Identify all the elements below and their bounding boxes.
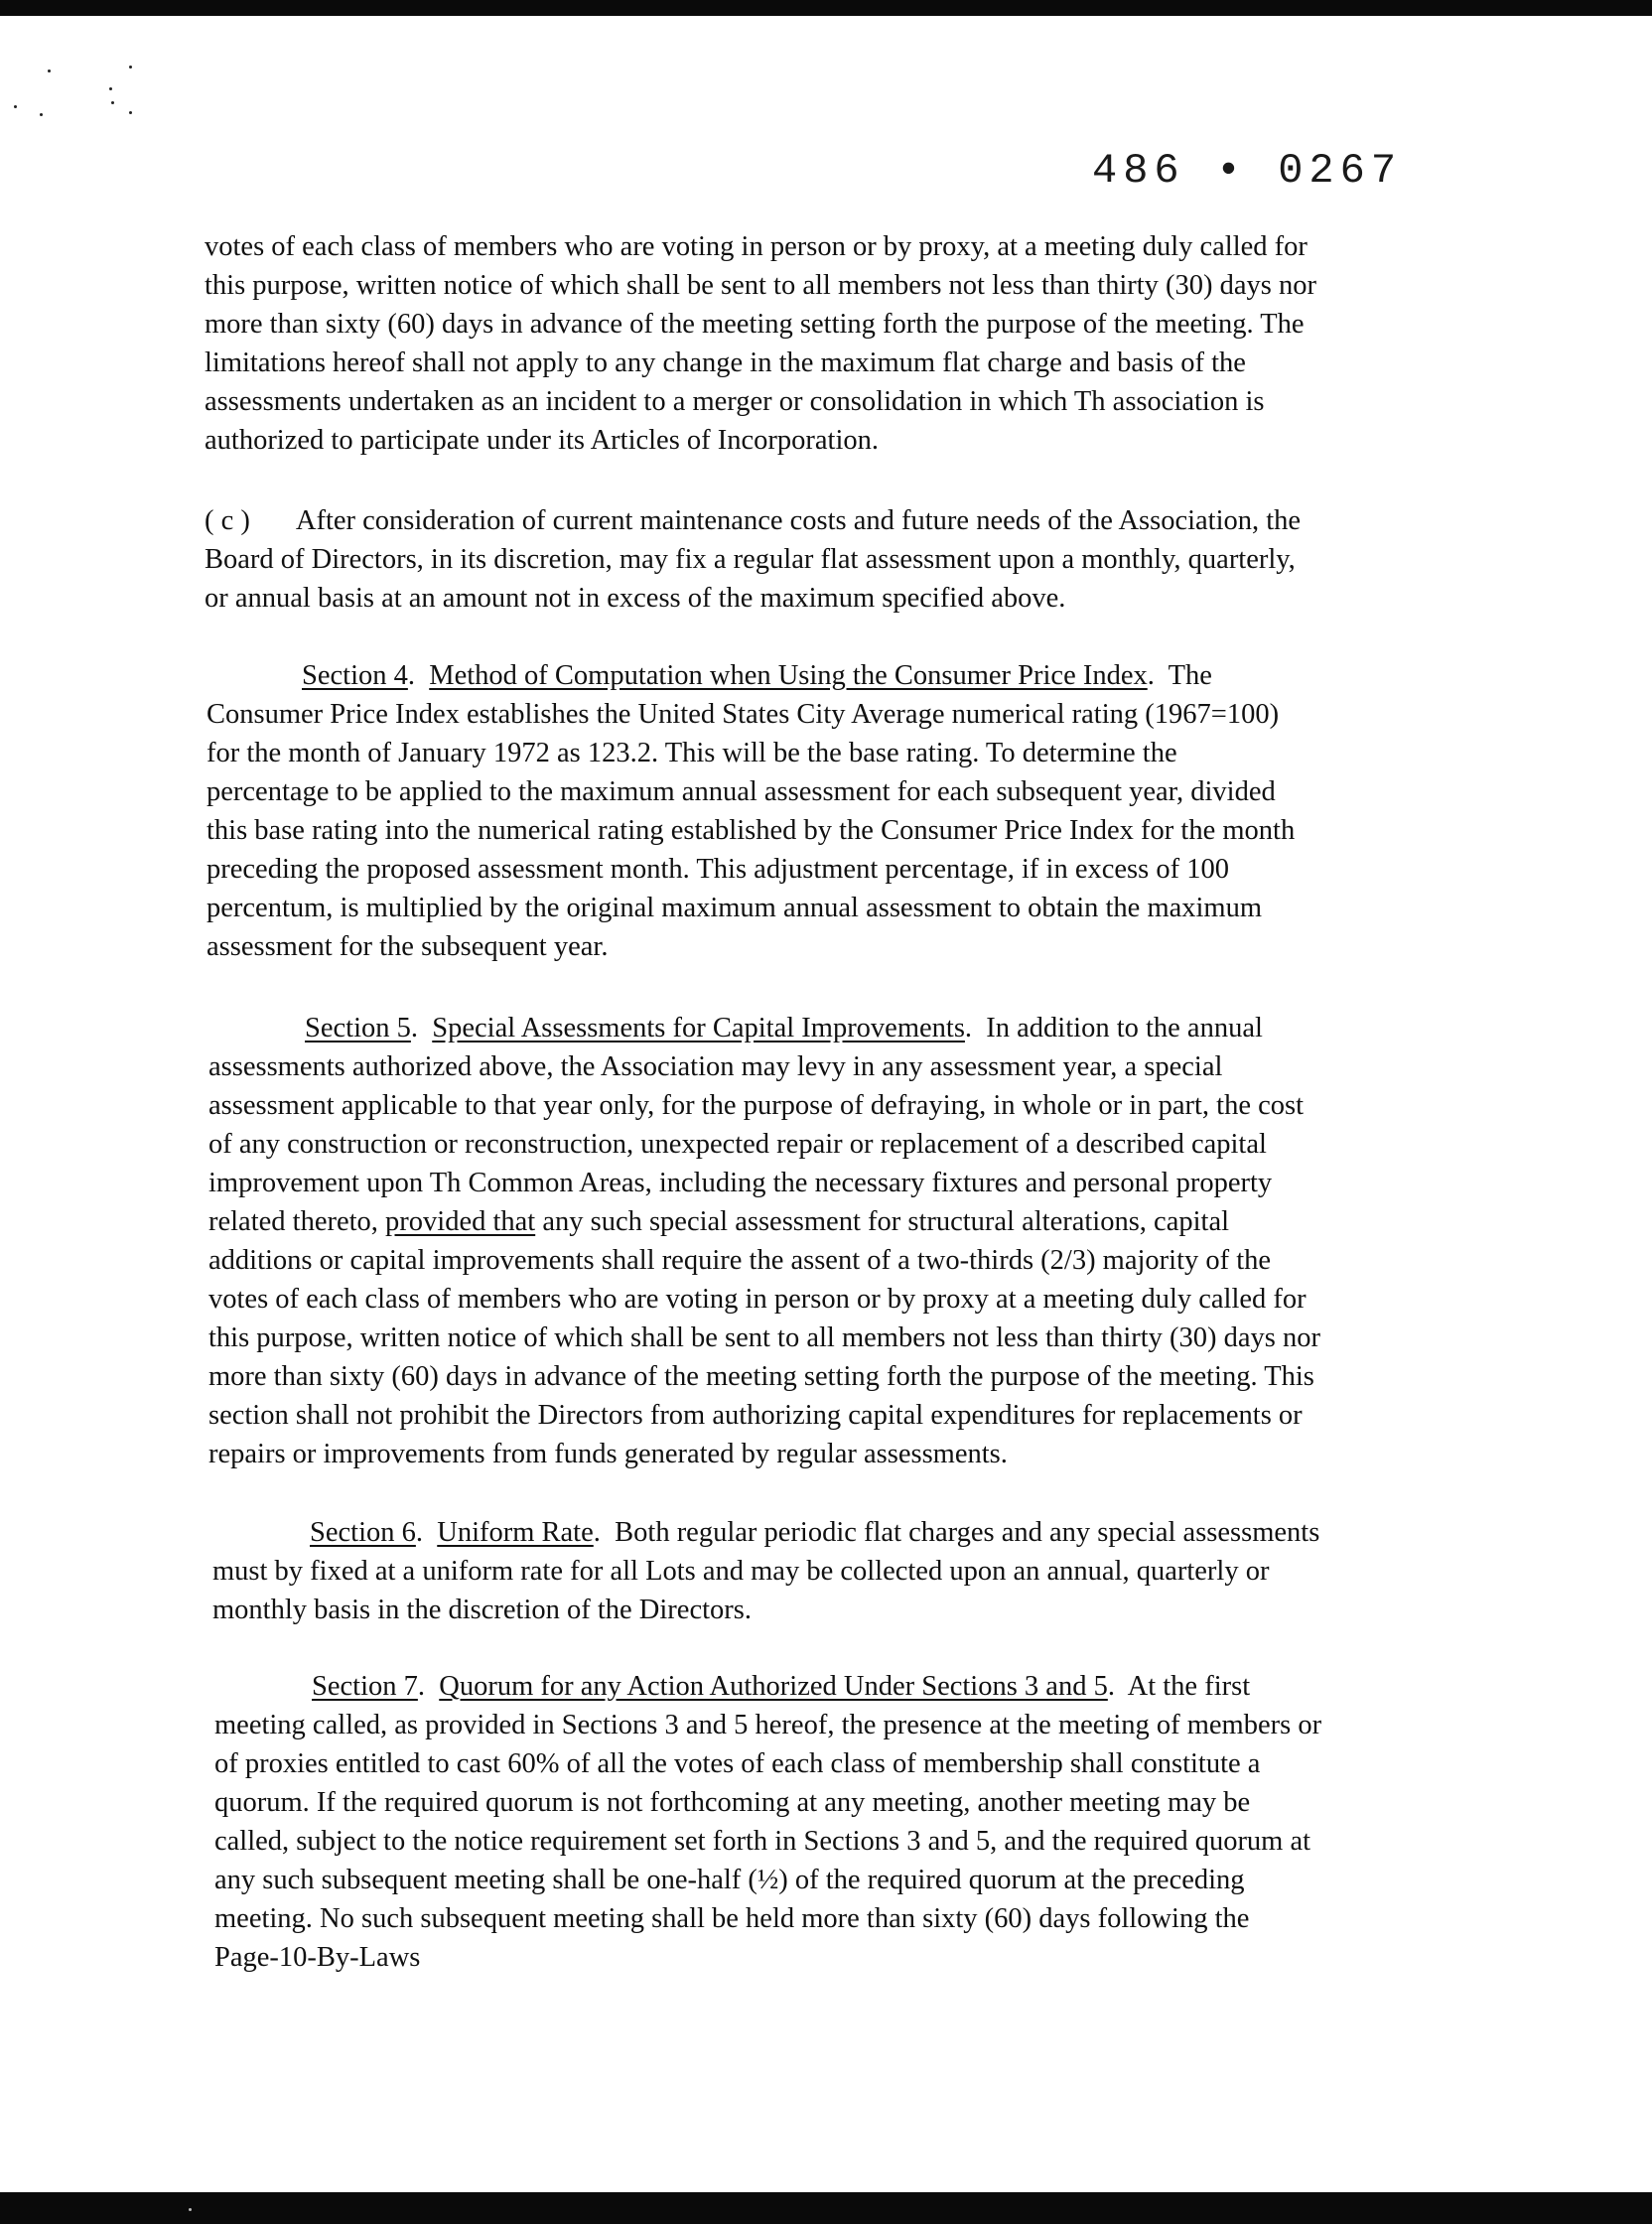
page-number: 486 • 0267 <box>1092 147 1403 195</box>
text-line: assessments authorized above, the Association may levy in any assessment year, a special <box>208 1051 1223 1082</box>
text-line: more than sixty (60) days in advance of the meeting setting forth the purpose of the meeting. This <box>208 1361 1314 1392</box>
text-line <box>208 1202 1320 1241</box>
text-line: monthly basis in the discretion of the Directors. <box>212 1595 752 1625</box>
text-line: preceding the proposed assessment month. This adjustment percentage, if in excess of 100 <box>206 854 1229 885</box>
scan-speck <box>40 113 43 116</box>
section-heading-line: Section 4. Method of Computation when Using the Consumer Price Index. The <box>302 660 1212 691</box>
text-line: limitations hereof shall not apply to any change in the maximum flat charge and basis of the <box>205 348 1246 378</box>
clause-text: After consideration of current maintenance costs and future needs of the Association, the <box>295 505 1302 536</box>
text-line: called, subject to the notice requirement set forth in Sections 3 and 5, and the required quorum at <box>214 1826 1311 1857</box>
section-title: Method of Computation when Using the Consumer Price Index <box>429 660 1148 691</box>
text-line: meeting called, as provided in Sections 3 and 5 hereof, the presence at the meeting of members or <box>214 1710 1322 1740</box>
section-title: Special Assessments for Capital Improvements <box>432 1013 965 1043</box>
scan-speck <box>109 87 112 90</box>
section-number: Section 5 <box>305 1013 411 1043</box>
scan-speck <box>14 105 17 108</box>
scan-border-bottom <box>0 2192 1652 2224</box>
scan-speck <box>48 70 51 72</box>
text-line: meeting. No such subsequent meeting shall be held more than sixty (60) days following the <box>214 1903 1250 1934</box>
underlined-phrase: provided that <box>385 1206 536 1237</box>
section-title: Quorum for any Action Authorized Under Sections 3 and 5 <box>439 1671 1108 1702</box>
text-line: Consumer Price Index establishes the United States City Average numerical rating (1967=100) <box>206 699 1280 730</box>
section-heading-line: Section 6. Uniform Rate. Both regular periodic flat charges and any special assessments <box>310 1517 1320 1548</box>
section-5 <box>208 1009 1320 1473</box>
scan-border-top <box>0 0 1652 16</box>
text-line: repairs or improvements from funds generated by regular assessments. <box>208 1439 1008 1469</box>
text-run: At the first <box>1127 1671 1251 1702</box>
text-line: percentum, is multiplied by the original maximum annual assessment to obtain the maximum <box>206 893 1263 923</box>
scan-speck <box>189 2208 192 2211</box>
section-7 <box>214 1667 1321 1977</box>
text-line: Board of Directors, in its discretion, may fix a regular flat assessment upon a monthly, quarterly, <box>205 544 1296 575</box>
text-line: assessment applicable to that year only, for the purpose of defraying, in whole or in part, the cost <box>208 1090 1304 1121</box>
text-line: this base rating into the numerical rating established by the Consumer Price Index for the month <box>206 815 1296 846</box>
text-run: any such special assessment for structural alterations, capital <box>542 1206 1230 1237</box>
section-number: Section 6 <box>310 1517 416 1548</box>
section-title: Uniform Rate <box>437 1517 594 1548</box>
text-line: must by fixed at a uniform rate for all Lots and may be collected upon an annual, quarterly or <box>212 1556 1270 1587</box>
scan-speck <box>111 101 114 104</box>
section-6 <box>212 1513 1319 1629</box>
text-line: percentage to be applied to the maximum annual assessment for each subsequent year, divided <box>206 776 1276 807</box>
text-line: this purpose, written notice of which shall be sent to all members not less than thirty (30) days nor <box>205 270 1316 301</box>
text-run: Both regular periodic flat charges and any special assessments <box>615 1517 1320 1548</box>
text-line: any such subsequent meeting shall be one-half (½) of the required quorum at the preceding <box>214 1865 1245 1895</box>
text-run: related thereto, <box>208 1206 378 1237</box>
text-line: this purpose, written notice of which shall be sent to all members not less than thirty (30) days nor <box>208 1322 1320 1353</box>
text-line: additions or capital improvements shall require the assent of a two-thirds (2/3) majority of the <box>208 1245 1272 1276</box>
page-footer: Page-10-By-Laws <box>214 1942 421 1973</box>
paragraph-continuation <box>205 227 1316 460</box>
section-number: Section 7 <box>312 1671 418 1702</box>
scan-speck <box>129 66 132 69</box>
text-line: for the month of January 1972 as 123.2. This will be the base rating. To determine the <box>206 738 1177 768</box>
text-line: assessments undertaken as an incident to a merger or consolidation in which Th association is <box>205 386 1265 417</box>
text-line: quorum. If the required quorum is not forthcoming at any meeting, another meeting may be <box>214 1787 1251 1818</box>
text-line <box>205 501 1301 540</box>
clause-label: ( c ) <box>205 505 250 536</box>
text-run: The <box>1168 660 1212 691</box>
text-line: assessment for the subsequent year. <box>206 931 609 962</box>
text-line: section shall not prohibit the Directors from authorizing capital expenditures for replacements or <box>208 1400 1303 1431</box>
text-line: improvement upon Th Common Areas, including the necessary fixtures and personal property <box>208 1168 1273 1198</box>
text-line: or annual basis at an amount not in excess of the maximum specified above. <box>205 583 1066 614</box>
text-line: authorized to participate under its Articles of Incorporation. <box>205 425 880 456</box>
text-line: votes of each class of members who are voting in person or by proxy, at a meeting duly called for <box>205 231 1308 262</box>
section-number: Section 4 <box>302 660 408 691</box>
section-heading-line: Section 5. Special Assessments for Capital Improvements. In addition to the annual <box>305 1013 1263 1043</box>
text-line: of any construction or reconstruction, unexpected repair or replacement of a described capital <box>208 1129 1267 1160</box>
section-heading-line: Section 7. Quorum for any Action Authorized Under Sections 3 and 5. At the first <box>312 1671 1251 1702</box>
text-line: votes of each class of members who are voting in person or by proxy at a meeting duly called for <box>208 1284 1307 1315</box>
text-run: In addition to the annual <box>986 1013 1263 1043</box>
section-4 <box>206 656 1295 966</box>
text-line: of proxies entitled to cast 60% of all the votes of each class of membership shall constitute a <box>214 1748 1261 1779</box>
paragraph-c <box>205 501 1301 618</box>
scan-speck <box>129 111 132 114</box>
text-line: more than sixty (60) days in advance of the meeting setting forth the purpose of the meeting. The <box>205 309 1305 340</box>
